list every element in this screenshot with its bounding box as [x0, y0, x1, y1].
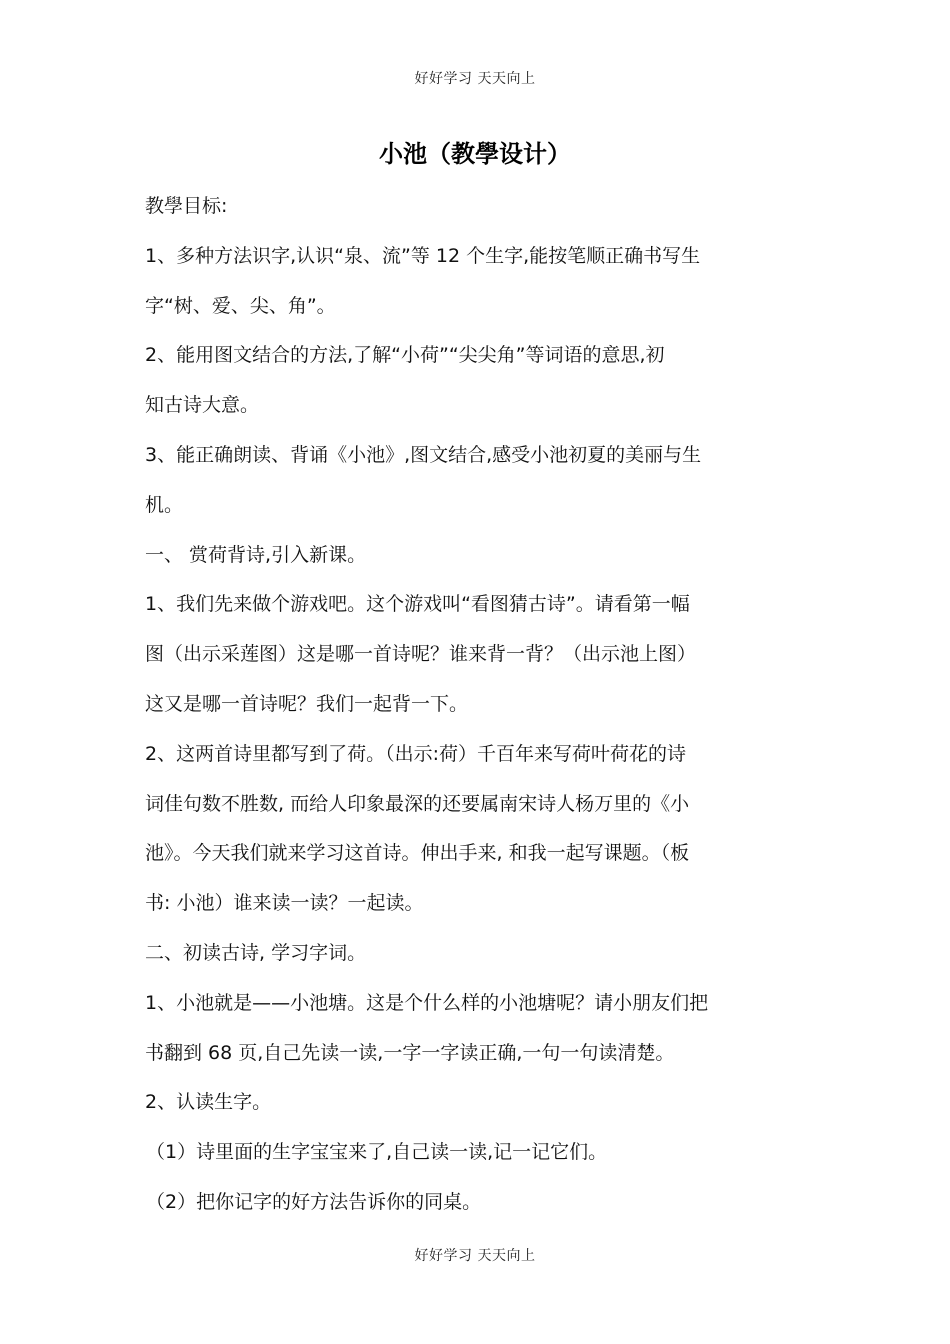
objective-2-line-2: 知古诗大意。 [145, 394, 260, 417]
section-1-item-2-line-3: 池》。今天我们就来学习这首诗。伸出手来, 和我一起写课题。（板 [145, 842, 690, 865]
section-1-item-2-line-1: 2、这两首诗里都写到了荷。（出示:荷）千百年来写荷叶荷花的诗 [145, 742, 686, 765]
section-2-item-2: 2、认读生字。 [145, 1091, 272, 1114]
document-title: 小池（教學设计） [379, 140, 571, 168]
objective-1-line-1: 1、多种方法识字,认识“泉、流”等 12 个生字,能按笔顺正确书写生 [145, 244, 701, 267]
objective-3-line-1: 3、能正确朗读、背诵《小池》,图文结合,感受小池初夏的美丽与生 [145, 443, 702, 466]
section-1-item-1-line-1: 1、我们先来做个游戏吧。这个游戏叫“看图猜古诗”。请看第一幅 [145, 593, 690, 616]
section-2-item-1-line-2: 书翻到 68 页,自己先读一读,一字一字读正确,一句一句读清楚。 [145, 1041, 675, 1064]
section-1-item-1-line-3: 这又是哪一首诗呢？我们一起背一下。 [145, 692, 469, 715]
section-1-item-2-line-2: 词佳句数不胜数, 而给人印象最深的还要属南宋诗人杨万里的《小 [145, 792, 690, 815]
section-1-item-2-line-4: 书: 小池）谁来读一读？一起读。 [145, 892, 424, 915]
objective-3-line-2: 机。 [145, 493, 184, 516]
page-footer: 好好学习 天天向上 [414, 1248, 536, 1264]
objective-2-line-1: 2、能用图文结合的方法,了解“小荷”“尖尖角”等词语的意思,初 [145, 344, 665, 367]
objective-1-line-2: 字“树、爱、尖、角”。 [145, 294, 336, 317]
section-2-heading: 二、初读古诗, 学习字词。 [145, 941, 367, 964]
page-header: 好好学习 天天向上 [414, 71, 536, 87]
section-2-item-1-line-1: 1、小池就是——小池塘。这是个什么样的小池塘呢？请小朋友们把 [145, 991, 709, 1014]
objectives-heading: 教學目标: [145, 195, 228, 217]
section-1-item-1-line-2: 图（出示采莲图）这是哪一首诗呢？谁来背一背？（出示池上图） [145, 643, 697, 666]
section-2-subitem-1: （1）诗里面的生字宝宝来了,自己读一读,记一记它们。 [146, 1141, 608, 1164]
section-2-subitem-2: （2）把你记字的好方法告诉你的同桌。 [146, 1190, 482, 1213]
section-1-heading: 一、 赏荷背诗,引入新课。 [145, 543, 367, 566]
document-body [145, 182, 807, 1228]
